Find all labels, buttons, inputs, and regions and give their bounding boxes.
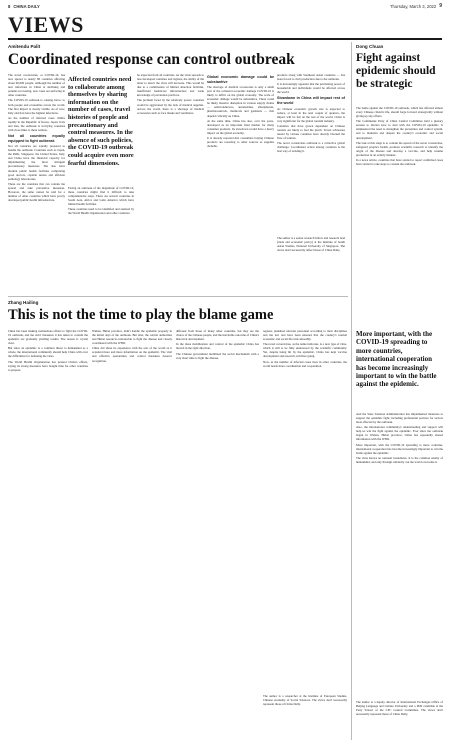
paper-name: CHINA DAILY xyxy=(13,3,40,9)
paragraph: The problem faced by the relatively poorer countries would be aggravated by the lack of medical supplies. Across the world, there is a shortage of medical accessories such as face masks and ventilators. xyxy=(137,98,204,115)
article3-author: Dong Chuan xyxy=(356,44,384,49)
paragraph: regions, punished relevant personnel according to their disciplines and the law and have been ensured that the country's normal economic and social life runs smoothly. xyxy=(263,329,347,342)
paragraph: Now, as the number of infected cases rises in other countries, the world needs more coordination and cooperation. xyxy=(263,359,347,368)
paragraph: It is already reported that consumers buying Chinese products are resorting to other sources as supplies dwindle. xyxy=(207,136,274,149)
paragraph: In the mass mobilization and control of the epidemic China has moved in the right direction. xyxy=(176,342,259,351)
paragraph: The virus knows no national boundaries. It is the common enemy of humankind, and only through solidarity can the world overcome it. xyxy=(356,456,443,465)
paragraph: In a news article, countries that have started to report confirmed cases have started to take steps to contain the outbreak. xyxy=(356,158,443,167)
paragraph: More important, with the COVID-19 spreading to more countries, international cooperation has become increasingly important to win the battle against the epidemic. xyxy=(356,442,443,455)
paragraph: Not all countries are equally prepared to handle the outbreak. Countries such as Japan, the ROK, Singapore, the United States, Italy, and China have the financial capacity for implementing the most stringent precautionary measures. The also have modern public health facilities comprising good doctors, capable nurses and efficient pathology laboratories. xyxy=(8,144,65,181)
subhead: Not all countries equally equipped to fight outbreak xyxy=(8,134,65,143)
paragraph: different from those of many other countries, but they are the choice of the Chinese people, and the inevitable outcome of China's historical development. xyxy=(176,329,259,342)
paragraph: These are the countries that can contain the spread and take preventive measures. However, the same cannot be said for a number of other countries which have poorly developed public health infrastructure. xyxy=(8,181,65,203)
column-divider xyxy=(351,42,352,740)
paragraph: It is increasingly apparent that the purchasing power of households and individuals would be affected across the world. xyxy=(277,82,345,95)
article1-column-3 xyxy=(137,73,204,233)
section-title: VIEWS xyxy=(8,12,84,37)
section-rule xyxy=(8,38,442,40)
paragraph: be expected from all countries. As the virus spreads to less developed countries and regions, the ability of the latter to detect the virus will decrease. This would be due to a combination of limited detection facilities, insufficient healthcare infrastructure and weak knowledge of prevention practices. xyxy=(137,73,204,98)
article1-column-1 xyxy=(8,73,65,233)
paragraph: As the number of infected cases climbs rapidly in the Republic of Korea, Japan, Italy and Iran, the outbreak is worrying countries with close links to these nations. xyxy=(8,115,65,132)
paragraph: And the State Taxation Administration has implemented measures to support the epidemic fight, including preferential policies for sectors most affected by the outbreak. xyxy=(356,412,443,425)
paragraph: The novel coronavirus outbreak is a collective global challenge. Coordinated action among countries is the best way of tackling it. xyxy=(277,141,345,154)
paragraph: Facing an outbreak of the magnitude of COVID-19, these countries might find it difficult to take comprehensive steps. There are several countries in South Asia, Africa and Latin America which have limited health facilities. xyxy=(68,186,134,207)
article2-headline: This is not the time to play the blame game xyxy=(8,307,274,323)
paragraph: China has been making tremendous efforts to fight the COVID-19 outbreak, and the strict measures it has taken to contain the epidemic are gradually yielding results. The reason is crystal clear. xyxy=(8,329,88,346)
article1-column-5 xyxy=(277,73,345,233)
issue-date: Thursday, March 3, 2022 xyxy=(389,3,437,9)
article-divider xyxy=(8,296,348,297)
paragraph: The Communist Party of China Central Committee held a plenary session to discuss how to deal with the COVID-19 epidemic. It emphasized the need to strengthen the prevention and control system, and to maintain and deepen the country's economic and social development. xyxy=(356,119,443,140)
masthead xyxy=(0,0,450,12)
paragraph: Countries that have grown dependent on Chinese tourists are likely to feel the pinch. Travel advisories issued by various countries have already blocked the flow of tourists. xyxy=(277,123,345,141)
article1-pull-quote: Affected countries need to collaborate among themselves by sharing information on the number of cases, travel histories of people and precautionary and control measures. In the absence of such policies, the COVID-19 outbreak could acquire even more fearful dimensions. xyxy=(68,76,134,167)
paragraph: But since an epidemic is a common threat to humankind as a whole, the international community should help China with over the difficulties for defeating the virus. xyxy=(8,346,88,359)
paragraph: As Chinese economic growth rate is expected to reduce, at least in the next couple of quarters, the impact will be felt on the rest of the world. China is very significant for the global tourism industry. xyxy=(277,106,345,123)
paragraph: products along with Southeast Asian countries — has been forced to curb production due to the outbreak. xyxy=(277,73,345,82)
paragraph: The novel coronavirus, as the name indicates, is a new type of virus, which is still to be fully understood by the scientific community. Yet, despite being hit by the epidemic, China has kept vaccine development and research activities going. xyxy=(263,342,347,359)
paragraph: The Chinese government mobilized the social mechanism with a very short time to fight the disease. xyxy=(176,351,259,360)
subhead: Slowdown in China will impact rest of the world xyxy=(277,96,345,106)
article1-column-4 xyxy=(207,73,274,233)
subhead: Global economic damage could be substantive xyxy=(207,75,274,84)
article3-column-2 xyxy=(356,412,443,696)
article2-author: Zhang Hailing xyxy=(8,300,39,305)
article1-column-2 xyxy=(68,186,134,233)
article1-author: Amitendu Palit xyxy=(8,44,41,49)
article1-author-note: The author is a senior research fellow and research lead (trade and economic policy) at the Institute of South Asian Studies, National University of Singapore. The views don't necessarily reflect those of China Daily. xyxy=(277,236,345,253)
article2-column-3 xyxy=(176,329,259,739)
page-number-right: 9 xyxy=(439,3,442,9)
paragraph: The novel coronavirus, or COVID-19, has now spread to nearly 80 countries affecting about 90,000 people. Although the number of new infections in China is declining and patients recovering, new cases are surfacing in other countries. xyxy=(8,73,65,98)
paragraph: The World Health Organization has praised China's efforts, saying its strong measures have bought time for other countries to prepare. xyxy=(8,359,88,372)
paragraph: Wuhan, Hubei province, didn't handle the epidemic properly in the initial days of the outbreak. But later, the central authorities and Hubei resources nationwide to fight the disease and closely coordinated with the WHO. xyxy=(92,329,172,346)
article3-author-note: The author is a deputy director of International Exchanges Office of Beijing Language and Culture University and a PhD candidate at the Party School of the CPC Central Committee. The views don't necessarily represent those of China Daily. xyxy=(356,700,443,717)
article3-pull-quote: More important, with the COVID-19 spreading to more countries, international cooperation has become increasingly important to win the battle against the epidemic. xyxy=(356,330,437,389)
paragraph: The shortage of medical accessories is only a small part of the collateral economic damage COVID-19 is likely to inflict on the global economy. The scale of economic damage would be substantive. There could be likely massive disruption in various supply chains — semiconductors, automobiles, smartphones, pharmaceuticals, chemicals and garments — that depend critically on China. xyxy=(207,85,274,118)
article1-headline: Coordinated response can control outbreak xyxy=(8,51,295,68)
article2-author-note: The author is a researcher at the Institute of European Studies, Chinese Academy of Social Sciences. The views don't necessarily represent those of China Daily. xyxy=(263,694,347,707)
article2-column-4 xyxy=(263,329,347,689)
article2-column-1 xyxy=(8,329,88,739)
article3-column-1 xyxy=(356,106,443,324)
paragraph: At the same time, China has also, over the years, developed as an important final market for many consumer products. Its slowdown would have a heavy impact on the global economy. xyxy=(207,118,274,135)
paragraph: The task at this stage is to contain the spread of the novel coronavirus, safeguard people's health, promote scientific research to identify the origin of the disease and develop a vaccine, and help resume production in an orderly manner. xyxy=(356,140,443,157)
article3-headline: Fight against epidemic should be strategic xyxy=(356,52,436,90)
paragraph: Also, the international community's understanding and support will help us win the fight against the epidemic. Ever since the outbreak began in Wuhan, Hubei province, China has repeatedly shared information with the WHO. xyxy=(356,425,443,442)
article2-column-2 xyxy=(92,329,172,739)
paragraph: China did share its experience with the rest of the world as it acquired more and more information on the epidemic. The vital and effective quarantines and control measures deserve recognition. xyxy=(92,346,172,363)
paragraph: The battle against the COVID-19 outbreak, which has affected almost every Chinese citizen's life, should forge forward strategically without giving up any efforts. xyxy=(356,106,443,119)
paragraph: These countries need to be identified and assisted by the World Health Organization and other countries. xyxy=(68,207,134,216)
page-number-left: 8 xyxy=(8,3,11,9)
paragraph: The COVID-19 outbreak is causing havoc to both people and economies across the world. The first impact is clearly visible. As of now, Italy and Iran have the highest infections. xyxy=(8,98,65,115)
